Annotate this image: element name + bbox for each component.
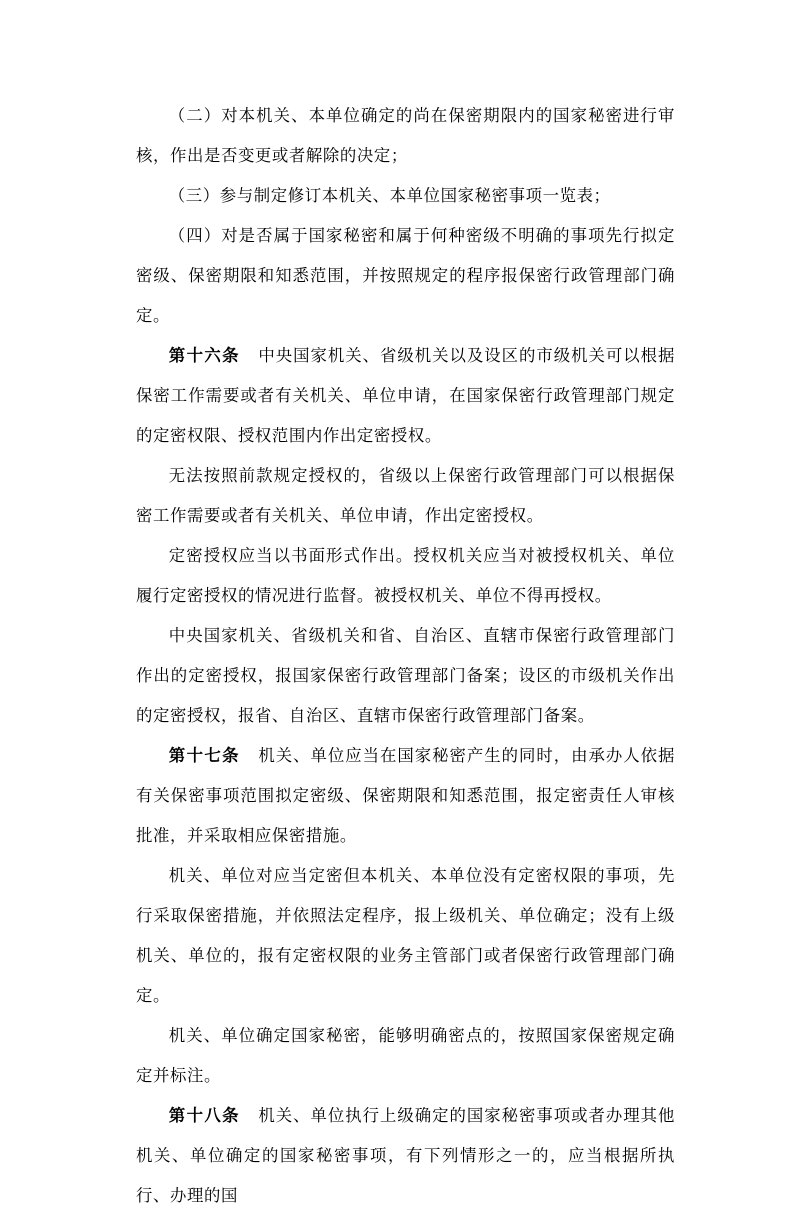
article-18-heading-paragraph xyxy=(136,1096,675,1216)
article-17-heading-paragraph xyxy=(136,736,675,856)
paragraph-text: 中央国家机关、省级机关和省、自治区、直辖市保密行政管理部门作出的定密授权，报国家保密行政管理部门备案；设区的市级机关作出的定密授权，报省、自治区、直辖市保密行政管理部门备案。 xyxy=(136,626,675,725)
article-label: 第十七条 xyxy=(168,746,240,765)
article-16-heading-paragraph xyxy=(136,336,675,456)
paragraph-text: 机关、单位执行上级确定的国家秘密事项或者办理其他机关、单位确定的国家秘密事项，有下列情形之一的，应当根据所执行、办理的国 xyxy=(136,1106,675,1205)
paragraph-text: （四）对是否属于国家秘密和属于何种密级不明确的事项先行拟定密级、保密期限和知悉范围，并按照规定的程序报保密行政管理部门确定。 xyxy=(136,226,675,325)
list-item-3 xyxy=(136,176,675,216)
paragraph-text: 机关、单位确定国家秘密，能够明确密点的，按照国家保密规定确定并标注。 xyxy=(136,1026,675,1085)
document-body xyxy=(136,96,675,1216)
paragraph-text: 无法按照前款规定授权的，省级以上保密行政管理部门可以根据保密工作需要或者有关机关、单位申请，作出定密授权。 xyxy=(136,466,675,525)
article-16-paragraph-2 xyxy=(136,456,675,536)
list-item-2 xyxy=(136,96,675,176)
paragraph-text: 机关、单位应当在国家秘密产生的同时，由承办人依据有关保密事项范围拟定密级、保密期限和知悉范围，报定密责任人审核批准，并采取相应保密措施。 xyxy=(136,746,675,845)
article-17-paragraph-2 xyxy=(136,856,675,1016)
paragraph-text: 中央国家机关、省级机关以及设区的市级机关可以根据保密工作需要或者有关机关、单位申请，在国家保密行政管理部门规定的定密权限、授权范围内作出定密授权。 xyxy=(136,346,675,445)
paragraph-text: 机关、单位对应当定密但本机关、本单位没有定密权限的事项，先行采取保密措施，并依照法定程序，报上级机关、单位确定；没有上级机关、单位的，报有定密权限的业务主管部门或者保密行政管理部门确定。 xyxy=(136,866,675,1005)
article-label: 第十八条 xyxy=(168,1106,240,1125)
paragraph-text: 定密授权应当以书面形式作出。授权机关应当对被授权机关、单位履行定密授权的情况进行监督。被授权机关、单位不得再授权。 xyxy=(136,546,675,605)
article-label: 第十六条 xyxy=(168,346,240,365)
list-item-4 xyxy=(136,216,675,336)
paragraph-text: （二）对本机关、本单位确定的尚在保密期限内的国家秘密进行审核，作出是否变更或者解除的决定； xyxy=(136,106,675,165)
paragraph-text: （三）参与制定修订本机关、本单位国家秘密事项一览表； xyxy=(168,186,611,205)
article-16-paragraph-4 xyxy=(136,616,675,736)
article-17-paragraph-3 xyxy=(136,1016,675,1096)
article-16-paragraph-3 xyxy=(136,536,675,616)
